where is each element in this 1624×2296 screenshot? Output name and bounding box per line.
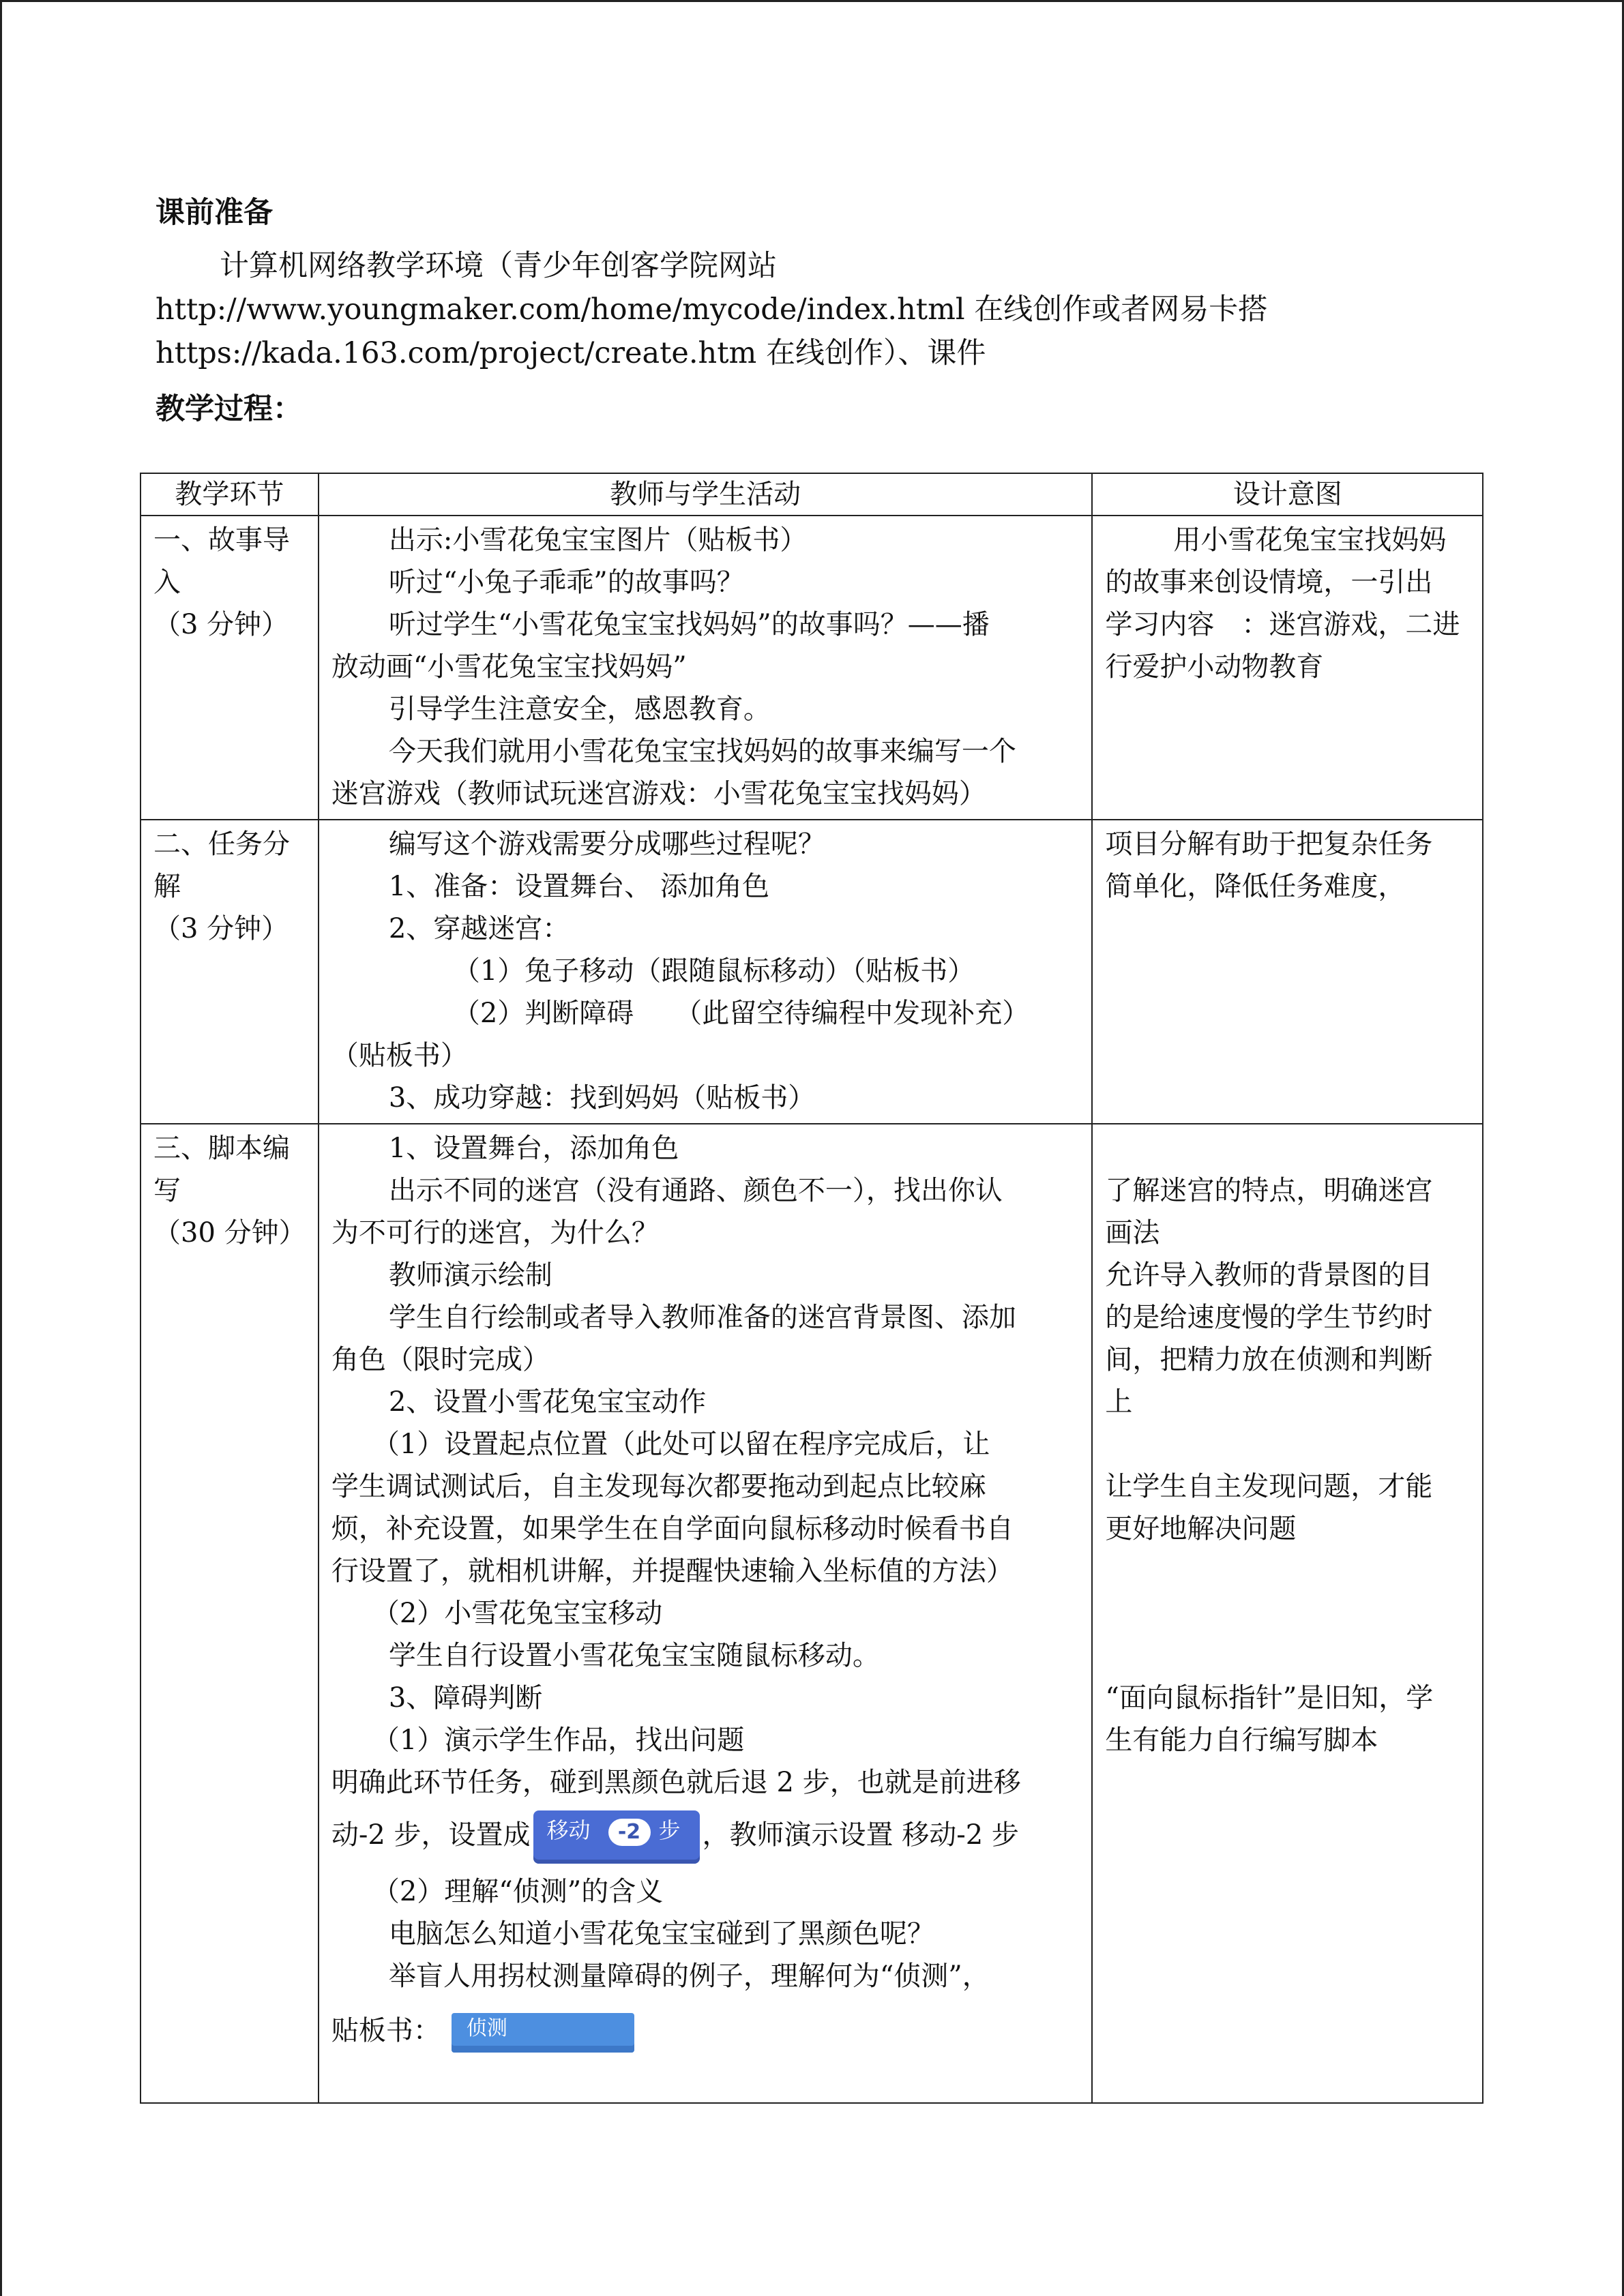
intent-line: 学习内容 ：迷宫游戏，二进 bbox=[1105, 609, 1460, 640]
activity-line: 教师演示绘制 bbox=[388, 1259, 552, 1291]
activity-line: （1）设置起点位置（此处可以留在程序完成后，让 bbox=[372, 1429, 990, 1460]
intent-line: 让学生自主发现问题，才能 bbox=[1105, 1471, 1433, 1502]
table-row bbox=[141, 1124, 1483, 2103]
activity-line: 行设置了，就相机讲解，并提醒快速输入坐标值的方法） bbox=[331, 1555, 1014, 1587]
intent-line: 间，把精力放在侦测和判断 bbox=[1105, 1344, 1433, 1375]
activity-line: 角色（限时完成） bbox=[331, 1344, 550, 1375]
activity-text: 动-2 步，设置成 bbox=[331, 1819, 531, 1851]
stage-line: 三、脚本编 bbox=[153, 1133, 290, 1164]
activity-line: （贴板书） bbox=[331, 1040, 468, 1071]
header-intent: 设计意图 bbox=[1092, 473, 1483, 516]
activity-line: 迷宫游戏（教师试玩迷宫游戏：小雪花兔宝宝找妈妈） bbox=[331, 778, 986, 809]
intent-line: 画法 bbox=[1105, 1217, 1160, 1249]
header-stage: 教学环节 bbox=[141, 473, 319, 516]
intent-cell bbox=[1092, 516, 1483, 820]
stage-duration: （3 分钟） bbox=[153, 913, 289, 944]
move-block-unit: 步 bbox=[658, 1817, 681, 1843]
activity-line: 电脑怎么知道小雪花兔宝宝碰到了黑颜色呢？ bbox=[388, 1918, 934, 1950]
intent-line: 更好地解决问题 bbox=[1105, 1513, 1297, 1545]
activity-line: 为不可行的迷宫，为什么？ bbox=[331, 1217, 659, 1249]
stage-line: 入 bbox=[153, 567, 181, 598]
move-block-label: 移动 bbox=[546, 1817, 591, 1843]
activity-text: ，教师演示设置 移动-2 步 bbox=[702, 1819, 1019, 1851]
stage-line: 一、故事导 bbox=[153, 524, 290, 556]
intent-line: 生有能力自行编写脚本 bbox=[1105, 1725, 1378, 1756]
stage-cell bbox=[141, 516, 319, 820]
document-body bbox=[156, 184, 1492, 431]
activities-cell bbox=[319, 1124, 1093, 2103]
activity-text: 贴板书： bbox=[331, 2015, 441, 2046]
spacer bbox=[1105, 1127, 1470, 1169]
activity-line: 听过学生“小雪花兔宝宝找妈妈”的故事吗？——播 bbox=[388, 609, 990, 640]
move-block-value: -2 bbox=[608, 1819, 651, 1846]
activity-line-with-block bbox=[331, 2010, 1080, 2053]
activity-line: （2）判断障碍 （此留空待编程中发现补充） bbox=[452, 998, 1030, 1029]
activities-cell bbox=[319, 820, 1093, 1124]
table-row bbox=[141, 820, 1483, 1124]
stage-cell bbox=[141, 820, 319, 1124]
prep-line-2: http://www.youngmaker.com/home/mycode/index.html 在线创作或者网易卡搭 bbox=[156, 293, 1268, 327]
activity-line-with-block bbox=[331, 1810, 1080, 1864]
stage-duration: （30 分钟） bbox=[153, 1217, 306, 1249]
activity-line: 引导学生注意安全，感恩教育。 bbox=[388, 694, 771, 725]
intent-line: “面向鼠标指针”是旧知，学 bbox=[1105, 1682, 1434, 1714]
intent-line: 项目分解有助于把复杂任务 bbox=[1105, 829, 1433, 860]
stage-line: 写 bbox=[153, 1175, 181, 1206]
activity-line: 出示:小雪花兔宝宝图片（贴板书） bbox=[388, 524, 808, 556]
intent-cell bbox=[1092, 820, 1483, 1124]
stage-line: 解 bbox=[153, 871, 181, 902]
table-row bbox=[141, 516, 1483, 820]
activity-line: 出示不同的迷宫（没有通路、颜色不一），找出你认 bbox=[388, 1175, 1003, 1206]
activity-line: 2、穿越迷宫： bbox=[388, 913, 570, 944]
activity-line: 学生调试测试后，自主发现每次都要拖动到起点比较麻 bbox=[331, 1471, 986, 1502]
stage-line: 二、任务分 bbox=[153, 829, 290, 860]
prep-heading: 课前准备 bbox=[156, 196, 273, 230]
stage-duration: （3 分钟） bbox=[153, 609, 289, 640]
activity-line: 举盲人用拐杖测量障碍的例子，理解何为“侦测”， bbox=[388, 1960, 990, 1992]
activity-line: 学生自行设置小雪花兔宝宝随鼠标移动。 bbox=[388, 1640, 880, 1671]
activity-line: 烦，补充设置，如果学生在自学面向鼠标移动时候看书自 bbox=[331, 1513, 1014, 1545]
spacer bbox=[1105, 1635, 1470, 1677]
intent-line: 上 bbox=[1105, 1386, 1133, 1418]
header-activities: 教师与学生活动 bbox=[319, 473, 1093, 516]
activity-line: 1、设置舞台，添加角色 bbox=[388, 1133, 679, 1164]
spacer bbox=[1105, 1550, 1470, 1592]
activity-line: 今天我们就用小雪花兔宝宝找妈妈的故事来编写一个 bbox=[388, 736, 1016, 767]
activity-line: （1）演示学生作品，找出问题 bbox=[372, 1725, 745, 1756]
activity-line: 1、准备：设置舞台、 添加角色 bbox=[388, 871, 770, 902]
spacer bbox=[1105, 1423, 1470, 1465]
activity-line: 2、设置小雪花兔宝宝动作 bbox=[388, 1386, 707, 1418]
intent-line: 行爱护小动物教育 bbox=[1105, 651, 1324, 683]
lesson-table bbox=[140, 473, 1483, 2104]
activity-line: 放动画“小雪花兔宝宝找妈妈” bbox=[331, 651, 687, 683]
intent-line: 的是给速度慢的学生节约时 bbox=[1105, 1302, 1433, 1333]
spacer bbox=[1105, 1592, 1470, 1635]
intent-line: 了解迷宫的特点，明确迷宫 bbox=[1105, 1175, 1433, 1206]
intent-line: 允许导入教师的背景图的目 bbox=[1105, 1259, 1433, 1291]
prep-line-1: 计算机网络教学环境（青少年创客学院网站 bbox=[220, 249, 777, 283]
prep-line-3: https://kada.163.com/project/create.htm 在线创作）、课件 bbox=[156, 336, 986, 370]
table-header-row bbox=[141, 473, 1483, 516]
activity-line: （2）理解“侦测”的含义 bbox=[372, 1876, 664, 1907]
intent-cell bbox=[1092, 1124, 1483, 2103]
sensing-block-icon: 侦测 bbox=[452, 2013, 634, 2053]
process-heading: 教学过程： bbox=[156, 392, 302, 426]
stage-cell bbox=[141, 1124, 319, 2103]
activity-line: （1）兔子移动（跟随鼠标移动）（贴板书） bbox=[452, 955, 975, 987]
activities-cell bbox=[319, 516, 1093, 820]
intent-line: 的故事来创设情境，一引出 bbox=[1105, 567, 1433, 598]
activity-line: 3、成功穿越：找到妈妈（贴板书） bbox=[388, 1082, 816, 1114]
activity-line: 明确此环节任务，碰到黑颜色就后退 2 步，也就是前进移 bbox=[331, 1767, 1021, 1798]
intent-line: 简单化，降低任务难度， bbox=[1105, 871, 1406, 902]
activity-line: 学生自行绘制或者导入教师准备的迷宫背景图、添加 bbox=[388, 1302, 1016, 1333]
move-block-icon bbox=[533, 1810, 700, 1864]
activity-line: 听过“小兔子乖乖”的故事吗？ bbox=[388, 567, 744, 598]
activity-line: 3、障碍判断 bbox=[388, 1682, 543, 1714]
intent-line: 用小雪花兔宝宝找妈妈 bbox=[1173, 524, 1447, 556]
activity-line: 编写这个游戏需要分成哪些过程呢？ bbox=[388, 829, 825, 860]
activity-line: （2）小雪花兔宝宝移动 bbox=[372, 1598, 663, 1629]
